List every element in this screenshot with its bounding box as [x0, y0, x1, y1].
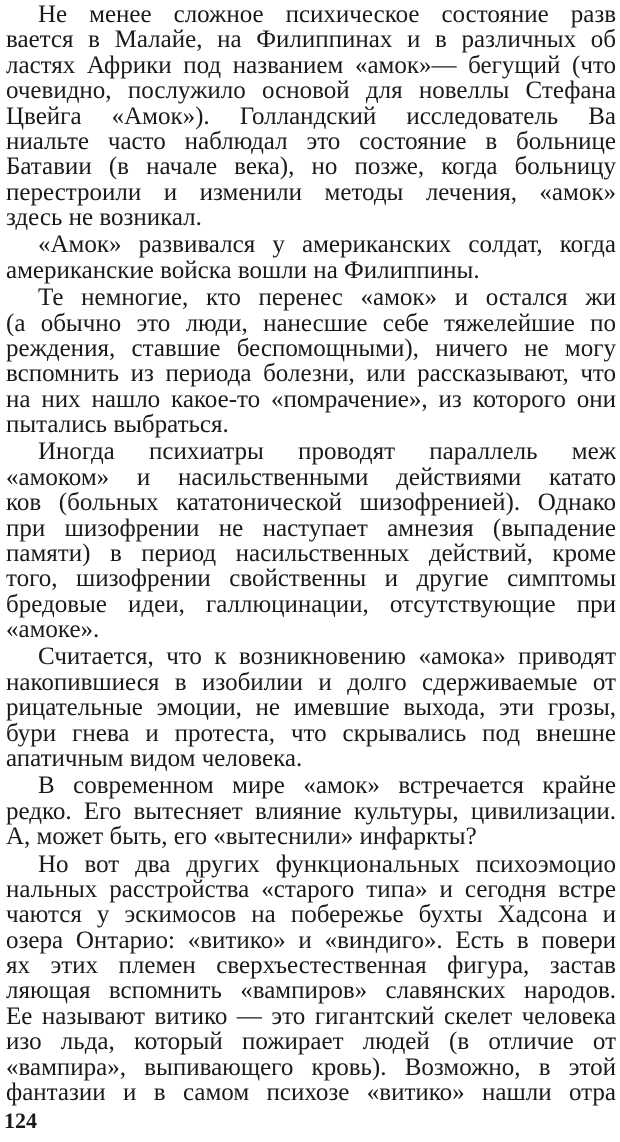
- text-line: Иногда психиатры проводят параллель меж: [38, 439, 616, 465]
- text-line: вспомнить из периода болезни, или рассказывают, что: [6, 361, 616, 387]
- text-line: ластях Африки под названием «амок»— бегущий (что: [6, 53, 616, 79]
- text-line: Ее называют витико — это гигантский скелет человека: [6, 1004, 616, 1030]
- text-line: здесь не возникал.: [6, 205, 202, 231]
- text-line: ляющая вспомнить «вампиров» славянских народов.: [6, 978, 616, 1004]
- text-line: «Амок» развивался у американских солдат, когда: [38, 232, 616, 258]
- text-line: «амоком» и насильственными действиями катато: [6, 465, 616, 491]
- text-line: А, может быть, его «вытеснили» инфаркты?: [6, 824, 477, 850]
- text-line: очевидно, послужило основой для новеллы Стефана: [6, 78, 616, 104]
- page-number: 124: [4, 1108, 37, 1133]
- text-line: реждения, ставшие беспомощными), ничего не могу: [6, 336, 616, 362]
- text-line: В современном мире «амок» встречается крайне: [38, 773, 616, 799]
- text-line: (а обычно это люди, нанесшие себе тяжелейшие по: [6, 311, 616, 337]
- text-line: нальных расстройства «старого типа» и сегодня встре: [6, 877, 616, 903]
- text-line: Цвейга «Амок»). Голландский исследователь Ва: [6, 104, 616, 130]
- text-line: Не менее сложное психическое состояние разв: [38, 2, 616, 28]
- text-line: фантазии и в самом психозе «витико» нашли отра: [6, 1080, 616, 1106]
- text-line: американские войска вошли на Филиппины.: [6, 258, 480, 284]
- text-line: памяти) в период насильственных действий, кроме: [6, 541, 616, 567]
- text-line: того, шизофрении свойственны и другие симптомы: [6, 566, 616, 592]
- text-line: Те немногие, кто перенес «амок» и остался жи: [38, 285, 616, 311]
- text-line: ков (больных кататонической шизофренией). Однако: [6, 490, 616, 516]
- text-line: Считается, что к возникновению «амока» приводят: [38, 644, 616, 670]
- text-line: чаются у эскимосов на побережье бухты Хадсона и: [6, 902, 616, 928]
- text-line: редко. Его вытесняет влияние культуры, цивилизации.: [6, 799, 616, 825]
- text-line: на них нашло какое-то «помрачение», из которого они: [6, 387, 616, 413]
- text-line: перестроили и изменили методы лечения, «амок»: [6, 180, 616, 206]
- text-line: апатичным видом человека.: [6, 746, 303, 772]
- text-line: озера Онтарио: «витико» и «виндиго». Есть в повери: [6, 928, 616, 954]
- text-line: рицательные эмоции, не имевшие выхода, эти грозы,: [6, 695, 616, 721]
- text-line: Но вот два других функциональных психоэмоцио: [38, 852, 616, 878]
- text-line: «вампира», выпивающего кровь). Возможно, в этой: [6, 1055, 616, 1081]
- text-line: Батавии (в начале века), но позже, когда больницу: [6, 154, 616, 180]
- text-line: вается в Малайе, на Филиппинах и в различных об: [6, 27, 616, 53]
- text-line: «амоке».: [6, 617, 100, 643]
- text-line: изо льда, который пожирает людей (в отличие от: [6, 1029, 616, 1055]
- text-line: ниальте часто наблюдал это состояние в больнице: [6, 129, 616, 155]
- text-line: при шизофрении не наступает амнезия (выпадение: [6, 516, 616, 542]
- text-line: ях этих племен сверхъестественная фигура, застав: [6, 953, 616, 979]
- text-line: накопившиеся в изобилии и долго сдерживаемые от: [6, 670, 616, 696]
- text-line: бури гнева и протеста, что скрывались под внешне: [6, 721, 616, 747]
- text-line: бредовые идеи, галлюцинации, отсутствующие при: [6, 592, 616, 618]
- text-line: пытались выбраться.: [6, 412, 229, 438]
